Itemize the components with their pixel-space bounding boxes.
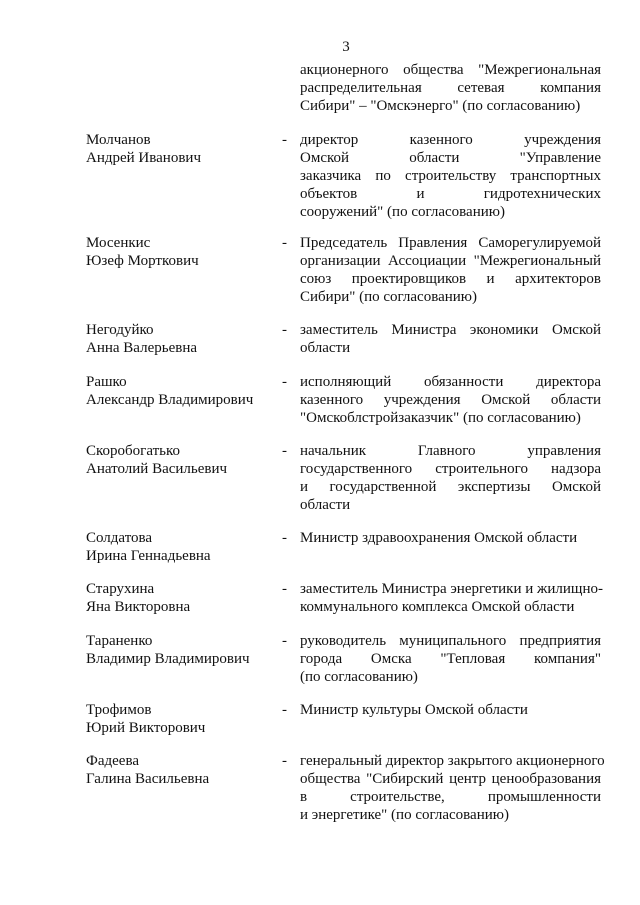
member-given-names: Ирина Геннадьевна	[86, 548, 211, 564]
member-name	[86, 321, 276, 357]
position-line: (по согласованию)	[300, 669, 418, 685]
position-line: Министр культуры Омской области	[300, 702, 528, 718]
member-surname: Негодуйко	[86, 322, 154, 338]
member-surname: Старухина	[86, 581, 155, 597]
member-position	[300, 580, 601, 616]
member-given-names: Галина Васильевна	[86, 771, 210, 787]
member-name	[86, 234, 276, 270]
dash-separator: -	[282, 235, 287, 251]
member-surname: Мосенкис	[86, 235, 151, 251]
position-line: Омской области "Управление	[300, 150, 601, 166]
position-line: города Омска "Тепловая компания"	[300, 651, 601, 667]
position-line: Министр здравоохранения Омской области	[300, 530, 578, 546]
member-surname: Тараненко	[86, 633, 153, 649]
page-number: 3	[342, 39, 350, 55]
position-line: области	[300, 497, 351, 513]
dash-separator: -	[282, 753, 287, 769]
member-position	[300, 632, 601, 686]
member-surname: Молчанов	[86, 132, 151, 148]
member-position	[300, 442, 601, 514]
member-position	[300, 234, 601, 306]
member-given-names: Анна Валерьевна	[86, 340, 197, 356]
position-line: заместитель Министра энергетики и жилищно-	[300, 581, 603, 597]
position-line: государственного строительного надзора	[300, 461, 601, 477]
member-given-names: Александр Владимирович	[86, 392, 254, 408]
continuation-line: акционерного общества "Межрегиональная	[300, 62, 601, 78]
member-given-names: Андрей Иванович	[86, 150, 201, 166]
dash-separator: -	[282, 374, 287, 390]
position-line: коммунального комплекса Омской области	[300, 599, 575, 615]
position-line: казенного учреждения Омской области	[300, 392, 601, 408]
dash-separator: -	[282, 322, 287, 338]
dash-separator: -	[282, 132, 287, 148]
member-given-names: Яна Викторовна	[86, 599, 191, 615]
position-line: исполняющий обязанности директора	[300, 374, 601, 390]
member-position	[300, 321, 601, 357]
member-surname: Рашко	[86, 374, 127, 390]
dash-separator: -	[282, 702, 287, 718]
position-line: заказчика по строительству транспортных	[300, 168, 601, 184]
position-line: Председатель Правления Саморегулируемой	[300, 235, 601, 251]
member-position	[300, 752, 605, 824]
member-given-names: Анатолий Васильевич	[86, 461, 228, 477]
member-name	[86, 442, 276, 478]
position-line: "Омскоблстройзаказчик" (по согласованию)	[300, 410, 581, 426]
member-surname: Солдатова	[86, 530, 153, 546]
position-line: директор казенного учреждения	[300, 132, 601, 148]
position-line: общества "Сибирский центр ценообразования	[300, 771, 601, 787]
dash-separator: -	[282, 581, 287, 597]
position-line: Сибири" (по согласованию)	[300, 289, 478, 305]
member-position	[300, 373, 601, 427]
member-surname: Фадеева	[86, 753, 139, 769]
member-position	[300, 131, 601, 221]
member-given-names: Владимир Владимирович	[86, 651, 250, 667]
member-name	[86, 701, 276, 737]
position-line: заместитель Министра экономики Омской	[300, 322, 601, 338]
member-surname: Трофимов	[86, 702, 152, 718]
position-line: организации Ассоциации "Межрегиональный	[300, 253, 601, 269]
continuation-line: Сибири" – "Омскэнерго" (по согласованию)	[300, 98, 581, 114]
member-position	[300, 529, 601, 547]
member-given-names: Юрий Викторович	[86, 720, 206, 736]
member-name	[86, 580, 276, 616]
position-line: союз проектировщиков и архитекторов	[300, 271, 601, 287]
member-surname: Скоробогатько	[86, 443, 181, 459]
member-given-names: Юзеф Морткович	[86, 253, 199, 269]
dash-separator: -	[282, 633, 287, 649]
member-name	[86, 373, 276, 409]
position-line: области	[300, 340, 351, 356]
member-position	[300, 701, 601, 719]
position-line: руководитель муниципального предприятия	[300, 633, 601, 649]
position-line: сооружений" (по согласованию)	[300, 204, 505, 220]
position-line: объектов и гидротехнических	[300, 186, 601, 202]
position-line: генеральный директор закрытого акционерного	[300, 753, 605, 769]
continuation-line: распределительная сетевая компания	[300, 80, 601, 96]
member-name	[86, 632, 276, 668]
member-name	[86, 131, 276, 167]
member-name	[86, 529, 276, 565]
position-line: начальник Главного управления	[300, 443, 601, 459]
dash-separator: -	[282, 443, 287, 459]
continuation-text	[300, 61, 601, 115]
dash-separator: -	[282, 530, 287, 546]
position-line: в строительстве, промышленности	[300, 789, 601, 805]
position-line: и государственной экспертизы Омской	[300, 479, 601, 495]
position-line: и энергетике" (по согласованию)	[300, 807, 509, 823]
member-name	[86, 752, 276, 788]
